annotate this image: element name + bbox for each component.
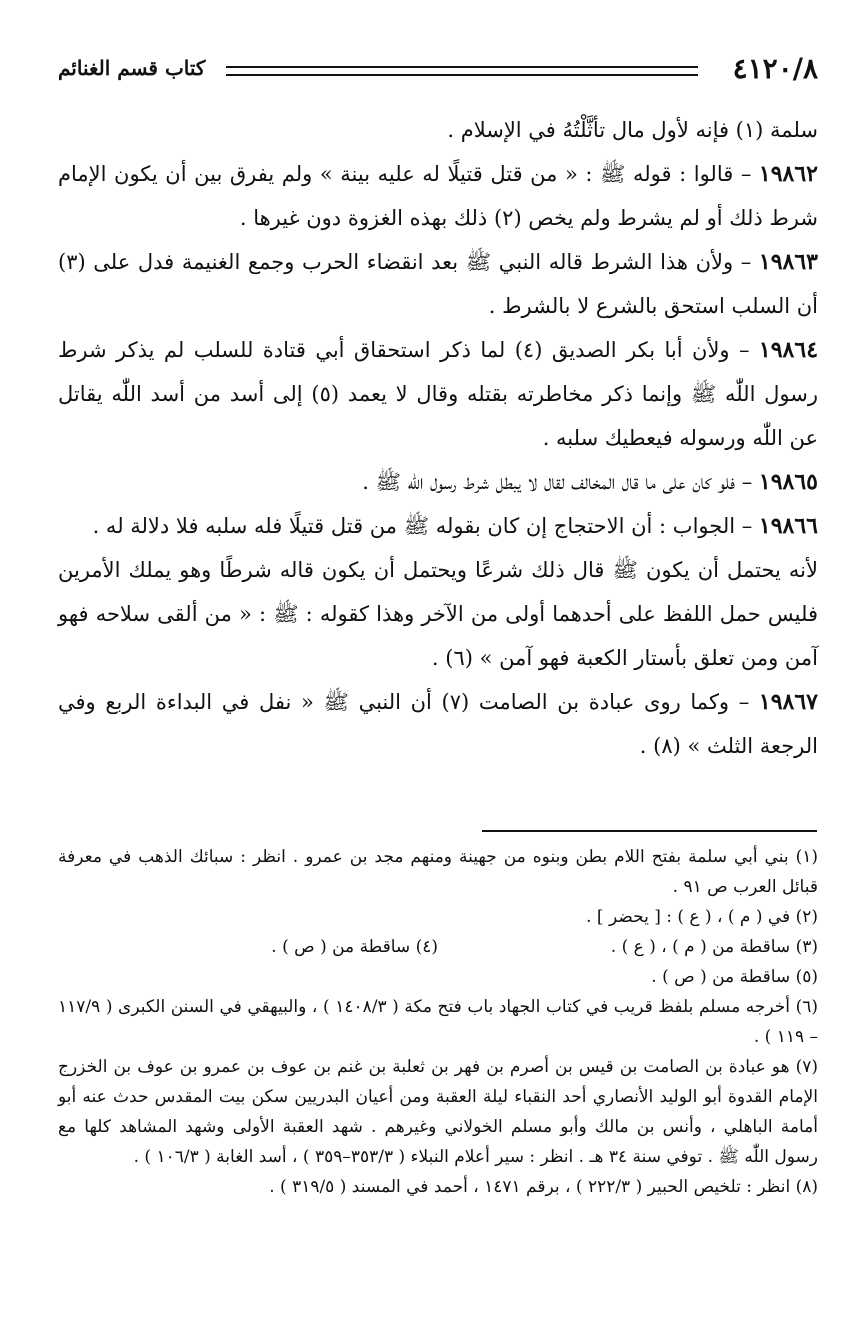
paragraph-number: ١٩٨٦٢: [758, 161, 818, 187]
footnotes: [58, 842, 818, 1202]
paragraph: [58, 240, 818, 328]
footnote: (٥) ساقطة من ( ص ) .: [651, 967, 818, 987]
footnote-separator: [482, 830, 817, 832]
paragraph-text: – قالوا : قوله ﷺ : « من قتل قتيلًا له عليه بينة » ولم يفرق بين أن يكون الإمام شرط ذلك أو لم يشرط ولم يخص (٢) ذلك بهذه الغزوة دون غيرها .: [58, 162, 818, 230]
paragraph-text: – ولأن أبا بكر الصديق (٤) لما ذكر استحقاق أبي قتادة للسلب لم يذكر شرط رسول اللّٰه ﷺ وإنما ذكر مخاطرته بقتله وقال لا يعمد (٥) إلى أسد من أسد اللّٰه يقاتل عن اللّٰه ورسوله فيعطيك سلبه .: [58, 338, 818, 450]
paragraph: [58, 504, 818, 548]
footnote: (٦) أخرجه مسلم بلفظ قريب في كتاب الجهاد باب فتح مكة ( ١٤٠٨/٣ ) ، والبيهقي في السنن الكبرى ( ١١٧/٩ – ١١٩ ) .: [58, 997, 818, 1047]
paragraph-number: ١٩٨٦٣: [758, 249, 818, 275]
paragraph: [58, 680, 818, 768]
footnote-row: [58, 932, 818, 962]
page-header: [58, 48, 818, 92]
paragraph-number: ١٩٨٦٧: [758, 689, 818, 715]
paragraph-text: – ولأن هذا الشرط قاله النبي ﷺ بعد انقضاء الحرب وجمع الغنيمة فدل على (٣) أن السلب استحق بالشرع لا بالشرط .: [58, 250, 818, 318]
paragraph-text: – الجواب : أن الاحتجاج إن كان بقوله ﷺ من قتل قتيلًا فله سلبه فلا دلالة له .: [92, 514, 759, 538]
paragraph-text: – وكما روى عبادة بن الصامت (٧) أن النبي ﷺ « نفل في البداءة الربع وفي الرجعة الثلث » (٨) .: [58, 690, 818, 758]
footnote: (٤) ساقطة من ( ص ) .: [271, 937, 438, 957]
main-text: [58, 108, 818, 768]
paragraph: [58, 548, 818, 680]
footnote: (١) بني أبي سلمة بفتح اللام بطن وبنوه من جهينة ومنهم مجد بن عمرو . انظر : سبائك الذهب في معرفة قبائل العرب ص ٩١ .: [58, 847, 818, 897]
footnote: (٣) ساقطة من ( م ) ، ( ع ) .: [610, 937, 818, 957]
paragraph: [58, 328, 818, 460]
page-number: ٤١٢٠/٨: [732, 52, 818, 85]
header-double-rule: [226, 66, 698, 76]
footnote-row: [58, 902, 818, 932]
paragraph-number: ١٩٨٦٤: [758, 337, 819, 363]
paragraph: [58, 152, 818, 240]
paragraph: [58, 460, 818, 504]
paragraph-text: – فلو كان على ما قال المخالف لقال لا يبطل شرط رسول اللّٰه ﷺ .: [362, 470, 759, 494]
paragraph-number: ١٩٨٦٥: [758, 469, 818, 495]
paragraph-number: ١٩٨٦٦: [758, 513, 818, 539]
running-title: كتاب قسم الغنائم: [58, 56, 206, 80]
footnote: (٧) هو عبادة بن الصامت بن قيس بن أصرم بن فهر بن ثعلبة بن غنم بن عوف بن عمرو بن عوف بن الخزرج الإمام القدوة أبو الوليد الأنصاري أحد النقباء ليلة العقبة ومن أعيان البدريين سكن بيت المقدس حدث عنه أبو أمامة الباهلي ، وأنس بن مالك وأبو مسلم الخولاني وغيرهم . شهد العقبة الأولى وشهد المشاهد كلها مع رسول اللّٰه ﷺ . توفي سنة ٣٤ هـ . انظر : سير أعلام النبلاء ( ٣٥٣/٣–٣٥٩ ) ، أسد الغابة ( ١٠٦/٣ ) .: [58, 1057, 818, 1167]
footnote: (٢) في ( م ) ، ( ع ) : [ يحضر ] .: [586, 907, 818, 927]
paragraph-text: سلمة (١) فإنه لأول مال تأثَّلْتُهُ في الإسلام .: [447, 118, 818, 142]
footnote: (٨) انظر : تلخيص الحبير ( ٢٢٢/٣ ) ، برقم ١٤٧١ ، أحمد في المسند ( ٣١٩/٥ ) .: [269, 1177, 818, 1197]
paragraph-text: لأنه يحتمل أن يكون ﷺ قال ذلك شرعًا ويحتمل أن يكون قاله شرطًا وهو يملك الأمرين فليس حمل اللفظ على أحدهما أولى من الآخر وهذا كقوله : ﷺ : « من ألقى سلاحه فهو آمن ومن تعلق بأستار الكعبة فهو آمن » (٦) .: [58, 558, 818, 670]
paragraph: [58, 108, 818, 152]
